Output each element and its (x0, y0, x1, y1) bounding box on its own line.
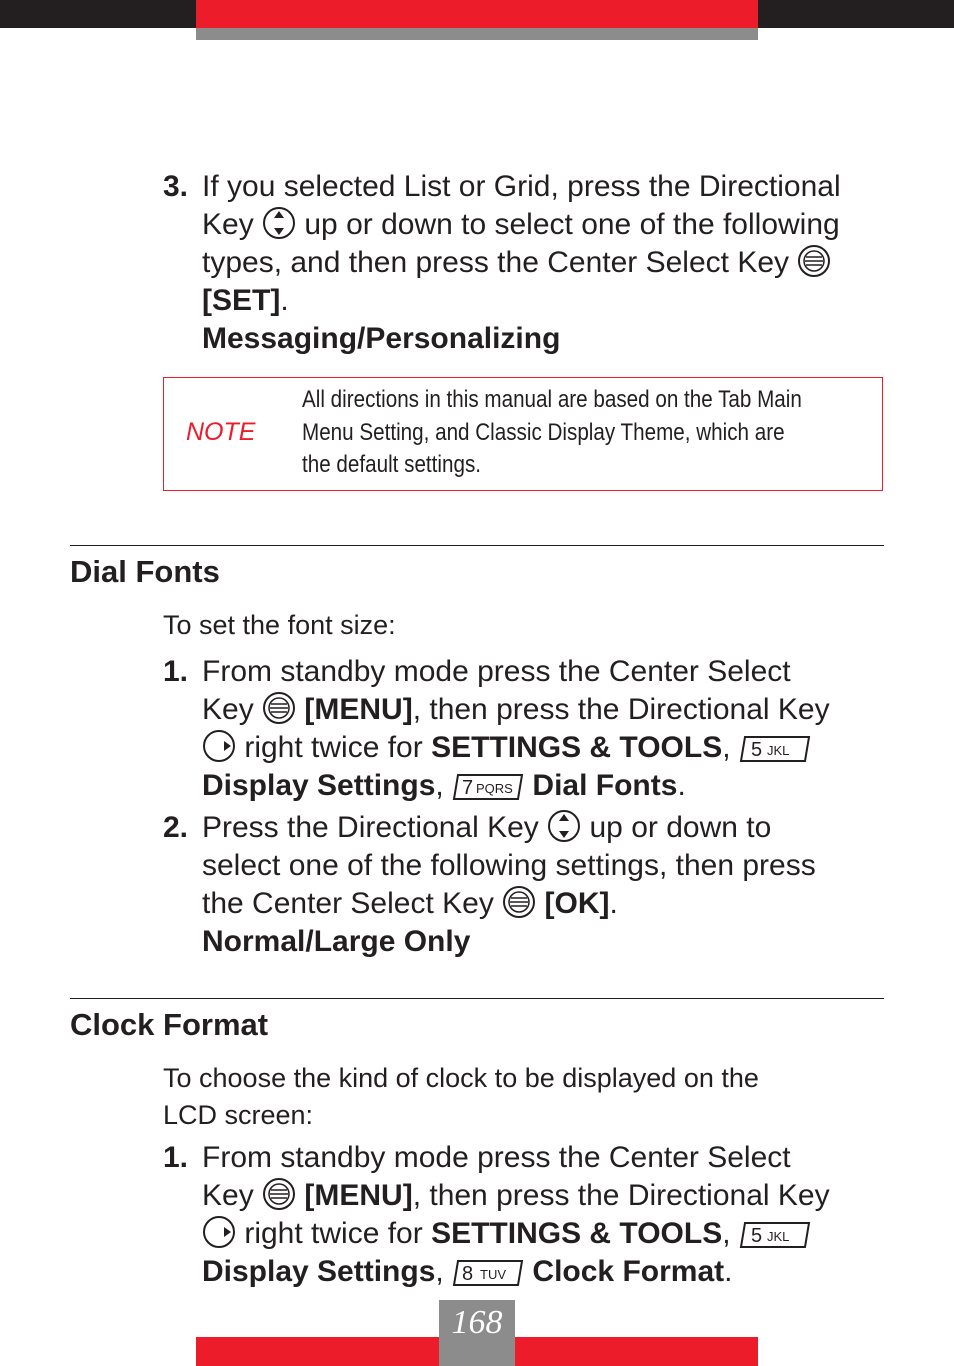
step-text: Display Settings, 7 PQRS Dial Fonts. (202, 769, 686, 802)
section-intro: To choose the kind of clock to be displayed on the LCD screen: (163, 1063, 759, 1130)
section-divider (70, 545, 884, 546)
center-select-key-icon (797, 244, 831, 278)
step-number: 2. (163, 811, 189, 844)
directional-key-up-down-icon (262, 206, 296, 240)
note-label: NOTE (186, 418, 256, 446)
section-divider (70, 998, 884, 999)
center-select-key-icon (262, 1177, 296, 1211)
step-text: Key [MENU], then press the Directional Key (202, 1179, 830, 1212)
key-7-pqrs-icon (452, 773, 524, 801)
svg-text:PQRS: PQRS (476, 781, 513, 796)
step-text: [SET]. (202, 284, 289, 317)
option-list: Messaging/Personalizing (202, 322, 561, 355)
step-number: 3. (163, 170, 189, 203)
key-5-jkl-icon (739, 735, 811, 763)
option-list: Normal/Large Only (202, 925, 471, 958)
directional-key-up-down-icon (547, 809, 581, 843)
svg-text:7: 7 (462, 777, 474, 799)
step-text: the Center Select Key [OK]. (202, 887, 618, 920)
step-text: Press the Directional Key up or down to (202, 811, 772, 844)
step-text: Key up or down to select one of the following (202, 208, 840, 241)
svg-text:JKL: JKL (766, 743, 790, 758)
key-5-jkl-icon (739, 1221, 811, 1249)
directional-key-right-icon (202, 1215, 236, 1249)
section-heading: Clock Format (70, 1007, 269, 1042)
svg-text:5: 5 (750, 1225, 762, 1247)
step-number: 1. (163, 655, 189, 688)
step-text: types, and then press the Center Select Key (202, 244, 841, 282)
svg-text:5: 5 (750, 739, 762, 761)
step-text: Key [MENU], then press the Directional Key (202, 693, 830, 726)
step-text: right twice for SETTINGS & TOOLS, 5 JKL (202, 729, 830, 767)
center-select-key-icon (262, 691, 296, 725)
page-number: 168 (451, 1304, 503, 1341)
section-heading: Dial Fonts (70, 554, 220, 589)
step-text: right twice for SETTINGS & TOOLS, 5 JKL (202, 1215, 830, 1253)
note-text: All directions in this manual are based on the Tab Main Menu Setting, and Classic Display Theme, which are the default settings. (302, 386, 802, 478)
svg-text:TUV: TUV (480, 1267, 507, 1282)
key-8-tuv-icon (452, 1259, 524, 1287)
svg-text:8: 8 (462, 1263, 474, 1285)
header-red-bar (196, 0, 758, 28)
note-box (163, 377, 883, 491)
directional-key-right-icon (202, 729, 236, 763)
step-text: Display Settings, 8 TUV Clock Format. (202, 1255, 733, 1288)
section-intro: To set the font size: (163, 610, 396, 640)
step-text: If you selected List or Grid, press the Directional (202, 170, 841, 203)
svg-text:JKL: JKL (766, 1229, 790, 1244)
step-text: select one of the following settings, then press (202, 849, 816, 882)
step-text: From standby mode press the Center Select (202, 1141, 791, 1174)
step-text: From standby mode press the Center Select (202, 655, 791, 688)
center-select-key-icon (502, 885, 536, 919)
header-grey-bar (196, 28, 758, 40)
step-number: 1. (163, 1141, 189, 1174)
